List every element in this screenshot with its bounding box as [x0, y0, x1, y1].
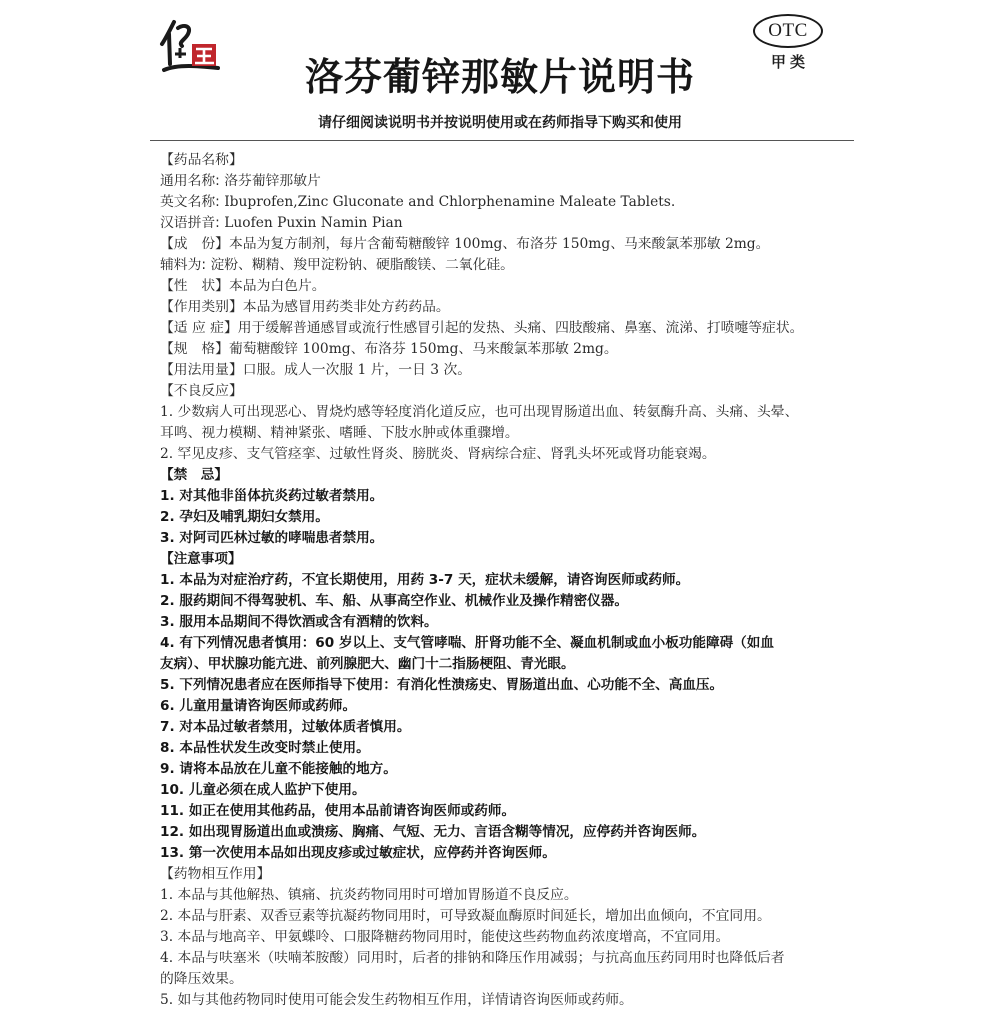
- dosage-label: 【用法用量】: [160, 362, 243, 378]
- section-heading-precautions: 【注意事项】: [160, 551, 242, 567]
- dosage-row: [160, 360, 850, 381]
- precaution-item: 12. 如出现胃肠道出血或溃疡、胸痛、气短、无力、言语含糊等情况，应停药并咨询医师。: [160, 824, 706, 840]
- specification-row: [160, 339, 850, 360]
- specification-label: 【规 格】: [160, 341, 229, 357]
- adverse-item: 耳鸣、视力模糊、精神紧张、嗜睡、下肢水肿或体重骤增。: [160, 425, 519, 441]
- interaction-item: 3. 本品与地高辛、甲氨蝶呤、口服降糖药物同用时，能使这些药物血药浓度增高，不宜同用。: [160, 929, 730, 945]
- interaction-item: 5. 如与其他药物同时使用可能会发生药物相互作用，详情请咨询医师或药师。: [160, 992, 633, 1008]
- english-name-value: Ibuprofen,Zinc Gluconate and Chlorphenamine Maleate Tablets.: [224, 194, 676, 210]
- precaution-item: 2. 服药期间不得驾驶机、车、船、从事高空作业、机械作业及操作精密仪器。: [160, 593, 628, 609]
- otc-badge: OTC: [753, 14, 823, 48]
- adverse-item: 1. 少数病人可出现恶心、胃烧灼感等轻度消化道反应，也可出现胃肠道出血、转氨酶升高、头痛、头晕、: [160, 404, 799, 420]
- category-row: [160, 297, 850, 318]
- dosage-value: 口服。成人一次服 1 片，一日 3 次。: [242, 362, 472, 378]
- contraindication-item: 2. 孕妇及哺乳期妇女禁用。: [160, 509, 329, 525]
- header-divider: [150, 140, 854, 141]
- indications-label: 【适 应 症】: [160, 320, 238, 336]
- interaction-item: 1. 本品与其他解热、镇痛、抗炎药物同用时可增加胃肠道不良反应。: [160, 887, 578, 903]
- indications-value: 用于缓解普通感冒或流行性感冒引起的发热、头痛、四肢酸痛、鼻塞、流涕、打喷嚏等症状。: [237, 320, 804, 336]
- precaution-item: 13. 第一次使用本品如出现皮疹或过敏症状，应停药并咨询医师。: [160, 845, 556, 861]
- category-label: 【作用类别】: [160, 299, 243, 315]
- interaction-item: 4. 本品与呋塞米（呋喃苯胺酸）同用时，后者的排钠和降压作用减弱；与抗高血压药同用时也降低后者: [160, 950, 785, 966]
- precaution-item: 7. 对本品过敏者禁用，过敏体质者慎用。: [160, 719, 411, 735]
- precaution-item: 友病）、甲状腺功能亢进、前列腺肥大、幽门十二指肠梗阻、青光眼。: [160, 656, 575, 672]
- precaution-item: 9. 请将本品放在儿童不能接触的地方。: [160, 761, 397, 777]
- section-heading-drug-name: 【药品名称】: [160, 152, 243, 168]
- adverse-item: 2. 罕见皮疹、支气管痉挛、过敏性肾炎、膀胱炎、肾病综合症、肾乳头坏死或肾功能衰竭。: [160, 446, 716, 462]
- composition-row: [160, 234, 850, 255]
- specification-value: 葡萄糖酸锌 100mg、布洛芬 150mg、马来酸氯苯那敏 2mg。: [228, 341, 618, 357]
- precaution-item: 4. 有下列情况患者慎用：60 岁以上、支气管哮喘、肝肾功能不全、凝血机制或血小板功能障碍（如血: [160, 635, 774, 651]
- document-subtitle: 请仔细阅读说明书并按说明使用或在药师指导下购买和使用: [318, 115, 682, 131]
- precaution-item: 5. 下列情况患者应在医师指导下使用：有消化性溃疡史、胃肠道出血、心功能不全、高血压。: [160, 677, 724, 693]
- category-value: 本品为感冒用药类非处方药药品。: [242, 299, 450, 315]
- contraindication-item: 3. 对阿司匹林过敏的哮喘患者禁用。: [160, 530, 384, 546]
- pinyin-label: 汉语拼音:: [160, 215, 220, 231]
- precaution-item: 10. 儿童必须在成人监护下使用。: [160, 782, 366, 798]
- document-title: 洛芬葡锌那敏片说明书: [304, 55, 695, 99]
- precaution-item: 1. 本品为对症治疗药，不宜长期使用，用药 3-7 天，症状未缓解，请咨询医师或药师。: [160, 572, 690, 588]
- interaction-item: 的降压效果。: [160, 971, 243, 987]
- english-name-row: [160, 192, 850, 213]
- section-heading-adverse: 【不良反应】: [160, 383, 243, 399]
- precaution-item: 8. 本品性状发生改变时禁止使用。: [160, 740, 370, 756]
- properties-row: [160, 276, 850, 297]
- pinyin-row: [160, 213, 850, 234]
- generic-name-label: 通用名称:: [160, 173, 220, 189]
- contraindication-item: 1. 对其他非甾体抗炎药过敏者禁用。: [160, 488, 384, 504]
- leaflet-body: [160, 150, 850, 1011]
- english-name-label: 英文名称:: [160, 194, 220, 210]
- section-heading-interactions: 【药物相互作用】: [160, 866, 271, 882]
- pinyin-value: Luofen Puxin Namin Pian: [224, 215, 403, 231]
- precaution-item: 6. 儿童用量请咨询医师或药师。: [160, 698, 357, 714]
- excipient-row: [160, 255, 850, 276]
- generic-name-row: [160, 171, 850, 192]
- properties-value: 本品为白色片。: [228, 278, 326, 294]
- indications-row: [160, 318, 850, 339]
- composition-value: 本品为复方制剂，每片含葡萄糖酸锌 100mg、布洛芬 150mg、马来酸氯苯那敏 2mg。: [228, 236, 770, 252]
- properties-label: 【性 状】: [160, 278, 229, 294]
- excipient-value: 淀粉、糊精、羧甲淀粉钠、硬脂酸镁、二氧化硅。: [210, 257, 514, 273]
- composition-label: 【成 份】: [160, 236, 229, 252]
- section-heading-contraindications: 【禁 忌】: [160, 467, 228, 483]
- interaction-item: 2. 本品与肝素、双香豆素等抗凝药物同用时，可导致凝血酶原时间延长，增加出血倾向，不宜同用。: [160, 908, 771, 924]
- otc-class: 甲类: [770, 53, 809, 71]
- excipient-label: 辅料为:: [160, 257, 207, 273]
- generic-name-value: 洛芬葡锌那敏片: [224, 173, 321, 189]
- precaution-item: 11. 如正在使用其他药品，使用本品前请咨询医师或药师。: [160, 803, 516, 819]
- precaution-item: 3. 服用本品期间不得饮酒或含有酒精的饮料。: [160, 614, 438, 630]
